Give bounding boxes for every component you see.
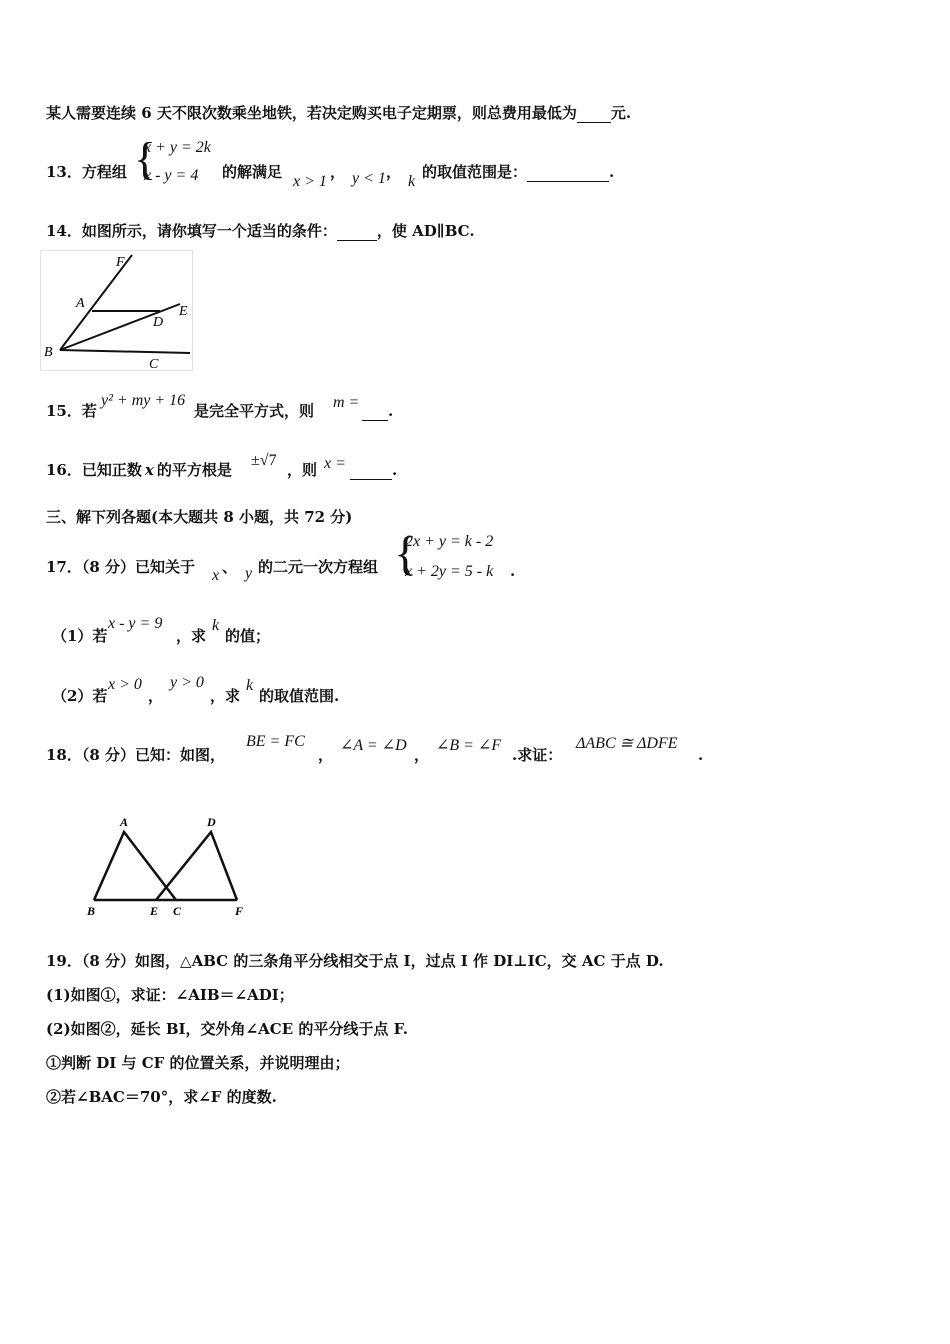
label-C: C [173, 904, 182, 918]
answer-blank[interactable] [577, 104, 611, 123]
q13-number: 13．方程组 [46, 163, 127, 181]
q17-eq2: x + 2y = 5 - k [405, 563, 494, 580]
section-title: 三、解下列各题(本大题共 8 小题，共 72 分) [46, 508, 353, 526]
label-E: E [179, 304, 188, 319]
q13-eq1: x + y = 2k [144, 139, 211, 156]
label-B: B [87, 904, 96, 918]
q17-eq1: 2x + y = k - 2 [405, 533, 494, 550]
q13-cond2: y < 1 [352, 170, 386, 187]
q18-c3: ∠B = ∠F [436, 737, 502, 754]
answer-blank[interactable] [350, 461, 392, 480]
label-D: D [207, 815, 216, 829]
figure-q18 [80, 812, 255, 920]
figure-q14 [40, 250, 195, 372]
q13-cond1: x > 1 [293, 173, 327, 190]
q16-root: ±√7 [251, 452, 277, 469]
q13-eq2: x - y = 4 [144, 167, 199, 184]
q15-expr: y² + my + 16 [101, 392, 186, 409]
answer-blank[interactable] [527, 163, 609, 182]
q17-p2-cond2: y > 0 [170, 674, 204, 691]
q17-p1-cond: x - y = 9 [108, 615, 163, 632]
line-BC [60, 350, 190, 353]
label-C: C [149, 357, 159, 372]
label-F: F [235, 904, 244, 918]
label-F: F [116, 255, 125, 270]
q18-goal: ΔABC ≅ ΔDFE [576, 735, 678, 752]
q18-c2: ∠A = ∠D [340, 737, 407, 754]
answer-blank[interactable] [337, 222, 377, 241]
q15-lhs: m = [333, 394, 360, 411]
q16-lhs: x = [324, 455, 346, 472]
label-E: E [150, 904, 159, 918]
answer-blank[interactable] [362, 402, 388, 421]
label-A: A [76, 296, 85, 311]
q13-mid: 的解满足 [222, 163, 283, 181]
q12-tail: 某人需要连续 6 天不限次数乘坐地铁，若决定购买电子定期票，则总费用最低为 元. [46, 104, 632, 122]
label-A: A [120, 815, 129, 829]
left-brace: { [134, 133, 157, 184]
q13-var: k [408, 173, 416, 190]
left-brace: { [394, 527, 418, 580]
label-B: B [44, 345, 53, 360]
q18-c1: BE = FC [246, 733, 305, 750]
question-14: 14．如图所示，请你填写一个适当的条件： ，使 AD∥BC. [46, 222, 475, 240]
label-D: D [153, 315, 164, 330]
q17-p2-cond1: x > 0 [108, 676, 142, 693]
